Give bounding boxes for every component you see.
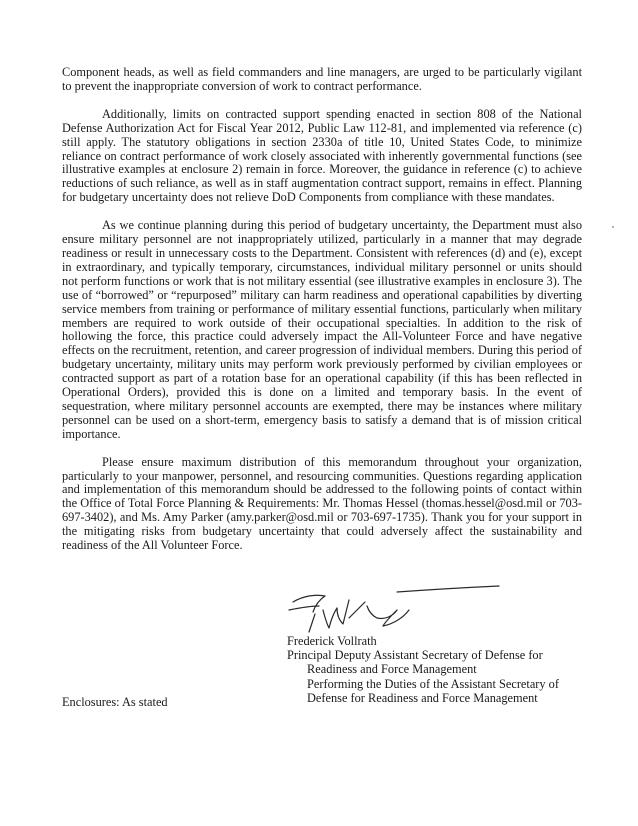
scan-speck [612,226,614,228]
memo-body [62,66,582,567]
paragraph-contracted-support-limits: Additionally, limits on contracted support spending enacted in section 808 of the National Defense Authorization Act for Fiscal Year 2012, Public Law 112-81, and implemented via reference (c) still apply. The statutory obligations in section 2330a of title 10, United States Code, to minimize reliance on contract performance of work closely associated with inherently governmental functions (see illustrative examples at enclosure 2) remain in force. Moreover, the guidance in reference (c) to achieve reductions of such reliance, as well as in staff augmentation contract support, remains in effect. Planning for budgetary uncertainty does not relieve DoD Components from compliance with these mandates. [62,106,582,205]
signatory-text [287,634,559,705]
paragraph-military-personnel-use: As we continue planning during this period of budgetary uncertainty, the Department must also ensure military personnel are not inappropriately utilized, particularly in a manner that may degrade readiness or result in unnecessary costs to the Department. Consistent with references (d) and (e), except in extraordinary, and typically temporary, circumstances, individual military personnel or units should not perform functions or work that is not military essential (see illustrative examples in enclosure 3). The use of “borrowed” or “repurposed” military can harm readiness and operational capabilities by diverting service members from training or performance of military essential functions, particularly when military members are required to work outside of their occupational specialties. In addition to the risk of hollowing the force, this practice could adversely impact the All-Volunteer Force and have negative effects on the recruitment, retention, and career progression of individual members. During this period of budgetary uncertainty, military units may perform work previously performed by civilian employees or contracted support as part of a rotation base for an operational capability (if this has been reflected in Operational Orders), provided this is done on a limited and temporary basis. In the event of sequestration, where military personnel accounts are exempted, there may be instances where military personnel can be used on a short-term, emergency basis to satisfy a demand that is of mission critical importance. [62,218,582,441]
paragraph-distribution-contacts: Please ensure maximum distribution of this memorandum throughout your organization, particularly to your manpower, personnel, and resourcing communities. Questions regarding application and implementation of this memorandum should be addressed to the following points of contact within the Office of Total Force Planning & Requirements: Mr. Thomas Hessel (thomas.hessel@osd.mil or 703-697-3402), and Ms. Amy Parker (amy.parker@osd.mil or 703-697-1735). Thank you for your support in the mitigating risks from budgetary uncertainty that could adversely affect the sustainability and readiness of the All Volunteer Force. [62,454,582,553]
signatory-name: Frederick Vollrath [287,634,377,648]
signatory-title-line-4: Defense for Readiness and Force Management [307,690,538,705]
signatory-title-line-3: Performing the Duties of the Assistant Secretary of [307,676,559,691]
signatory-title-line-2: Readiness and Force Management [307,662,477,677]
signatory-title-line-1: Principal Deputy Assistant Secretary of Defense for [287,648,543,663]
enclosures-note: Enclosures: As stated [62,695,168,709]
handwritten-signature [285,580,505,638]
paragraph-contract-vigilance: Component heads, as well as field commanders and line managers, are urged to be particularly vigilant to prevent the inappropriate conversion of work to contract performance. [62,65,582,93]
